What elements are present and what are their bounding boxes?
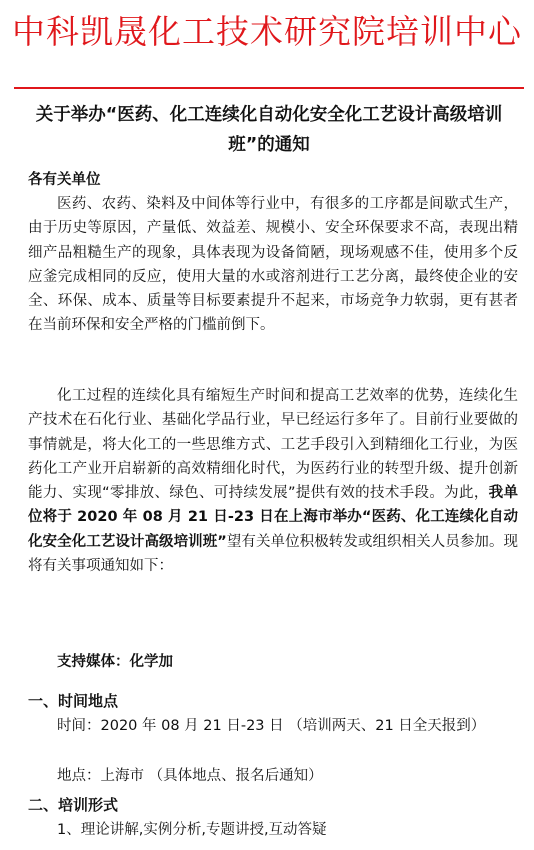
section-training-form-title: 二、培训形式 — [28, 796, 119, 814]
time-line: 时间：2020 年 08 月 21 日-23 日 （培训两天、21 日全天报到） — [57, 718, 486, 734]
paragraph-1: 医药、农药、染料及中间体等行业中，有很多的工序都是间歇式生产，由于历史等原因，产量低、效益差、规模小、安全环保要求不高，表现出精细产品粗糙生产的现象，具体表现为设备简陋，现场观感不佳，使用多个反应釜完成相同的反应，使用大量的水或溶剂进行工艺分离，最终使企业的安全、环保、成本、质量等目标要素提升不起来，市场竞争力软弱，更有甚者在当前环保和安全严格的门槛前倒下。 — [28, 196, 518, 334]
paragraph-2 — [28, 384, 518, 578]
red-divider — [14, 87, 524, 89]
paragraph-2-end: 望有关单位积极转发或组织相关人员参加。现将有关事项通知如下： — [28, 533, 519, 575]
paragraph-2-text: 化工过程的连续化具有缩短生产时间和提高工艺效率的优势，连续化生产技术在石化行业、基础化学品行业，早已经运行多年了。目前行业要做的事情就是，将大化工的一些思维方式、工艺手段引入到精细化工行业，为医药化工产业开启崭新的高效精细化时代，为医药行业的转型升级、提升创新能力、实现“零排放、绿色、可持续发展”提供有效的技术手段。为此， — [28, 388, 518, 502]
training-form-item-1: 1、理论讲解,实例分析,专题讲授,互动答疑 — [57, 822, 327, 838]
paragraph-2-highlight: 我单位将于 2020 年 08 月 21 日-23 日在上海市举办“医药、化工连续化自动化安全化工艺设计高级培训班” — [28, 485, 519, 550]
section-time-place-title: 一、时间地点 — [28, 692, 119, 710]
salutation: 各有关单位 — [28, 172, 101, 188]
place-line: 地点：上海市 （具体地点、报名后通知） — [57, 768, 323, 784]
support-media: 支持媒体：化学加 — [57, 654, 173, 670]
notice-title: 关于举办“医药、化工连续化自动化安全化工艺设计高级培训班”的通知 — [35, 105, 503, 155]
org-title: 中科凯晟化工技术研究院培训中心 — [12, 12, 522, 51]
